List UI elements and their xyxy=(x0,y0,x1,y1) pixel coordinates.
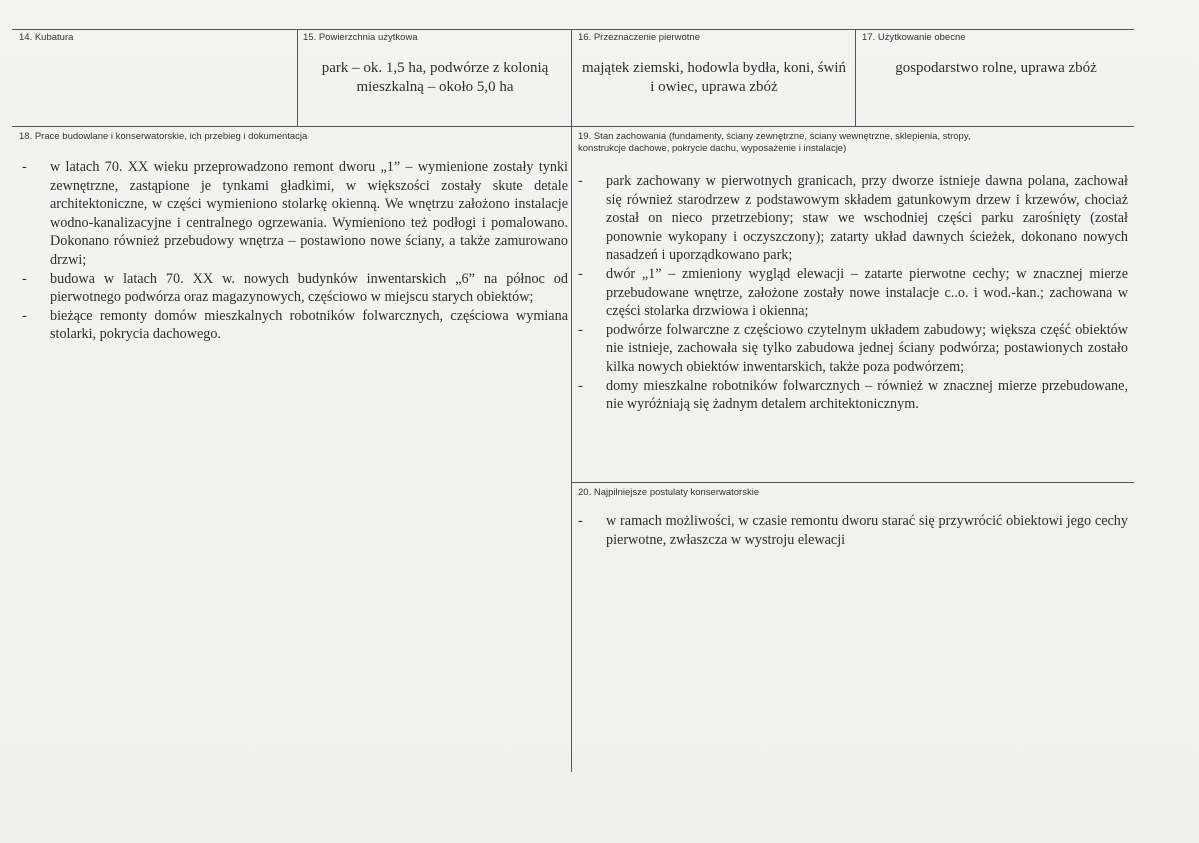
powierzchnia-value: park – ok. 1,5 ha, podwórze z kolonią mieszkalną – około 5,0 ha xyxy=(321,60,549,95)
list-item xyxy=(578,265,1128,321)
list-item-text: budowa w latach 70. XX w. nowych budynków inwentarskich „6” na północ od pierwotnego podwórza oraz magazynowych, częściowo w miejscu starych obiektów; xyxy=(50,270,568,306)
list-item-text: w latach 70. XX wieku przeprowadzono remont dworu „1” – wymienione zostały tynki zewnętrzne, zastąpione je tynkami gładkimi, w większości zostały skute detale architektoniczne, w części wymieniono stolarkę okienną. We wnętrzu założono instalacje wodno-kanalizacyjne i centralnego ogrzewania. Wymieniono też podłogi i pomalowano. Dokonano również przebudowy wnętrza – postawiono nowe ściany, a także zamurowano drzwi; xyxy=(50,159,568,268)
list-item xyxy=(22,270,568,307)
section-19-list xyxy=(578,172,1128,414)
powierzchnia-label: 15. Powierzchnia użytkowa xyxy=(303,32,418,43)
przeznaczenie-value: majątek ziemski, hodowla bydła, koni, świń i owiec, uprawa zbóż xyxy=(581,60,847,95)
center-divider xyxy=(571,126,572,772)
list-item xyxy=(22,307,568,344)
list-item xyxy=(578,321,1128,377)
header-divider-3 xyxy=(855,29,856,126)
list-item-text: dwór „1” – zmieniony wygląd elewacji – zatarte pierwotne cechy; w znacznej mierze przebudowane wnętrze, założone zostały nowe instalacje c..o. i wod.-kan.; zachowana w części stolarka drzwiowa i okienna; xyxy=(606,265,1128,320)
bullet-dash: - xyxy=(578,173,583,189)
section-19-label-line2: konstrukcje dachowe, pokrycie dachu, wyposażenie i instalacje) xyxy=(578,143,847,154)
bullet-dash: - xyxy=(578,377,583,394)
section-20-label: 20. Najpilniejsze postulaty konserwatorskie xyxy=(578,487,760,498)
kubatura-label: 14. Kubatura xyxy=(19,32,74,43)
bullet-dash: - xyxy=(22,159,27,175)
section-18-list xyxy=(22,158,568,344)
list-item xyxy=(22,158,568,270)
bullet-dash: - xyxy=(578,513,583,529)
uzytkowanie-value: gospodarstwo rolne, uprawa zbóż xyxy=(895,60,1097,76)
section-19-label-line1: 19. Stan zachowania (fundamenty, ściany zewnętrzne, ściany wewnętrzne, sklepienia, stropy, xyxy=(578,131,971,142)
list-item xyxy=(578,377,1128,414)
list-item xyxy=(578,512,1128,549)
bullet-dash: - xyxy=(578,265,583,282)
list-item-text: park zachowany w pierwotnych granicach, przy dworze istnieje dawna polana, zachował się również starodrzew z podstawowym składem gatunkowym drzew i krzewów, chociaż został on nieco przetrzebiony; staw we wschodniej części parku zarośnięty (został ponownie wykopany i oczyszczony); zatarty układ dawnych ścieżek, dokonano nowych nasadzeń i uporządkowano park; xyxy=(606,173,1128,264)
bullet-dash: - xyxy=(22,270,27,287)
list-item-text: podwórze folwarczne z częściowo czytelnym układem zabudowy; większa część obiektów nie istnieje, zachowała się tylko zabudowa jednej ściany podwórza; postawionych zostało kilka nowych obiektów inwentarskich, także poza podwórzem; xyxy=(606,321,1128,375)
bullet-dash: - xyxy=(578,321,583,338)
przeznaczenie-label: 16. Przeznaczenie pierwotne xyxy=(578,32,700,43)
header-top-rule xyxy=(12,29,1134,30)
uzytkowanie-label: 17. Użytkowanie obecne xyxy=(862,32,966,43)
bullet-dash: - xyxy=(22,307,27,324)
list-item-text: domy mieszkalne robotników folwarcznych – również w znacznej mierze przebudowane, nie wyróżniają się żadnym detalem architektonicznym. xyxy=(606,377,1128,413)
list-item xyxy=(578,172,1128,265)
header-divider-1 xyxy=(297,29,298,126)
section-20-top-rule xyxy=(571,482,1134,483)
section-18-label: 18. Prace budowlane i konserwatorskie, ich przebieg i dokumentacja xyxy=(19,131,308,142)
header-bottom-rule xyxy=(12,126,1134,127)
section-20-list xyxy=(578,512,1128,549)
list-item-text: w ramach możliwości, w czasie remontu dworu starać się przywrócić obiektowi jego cechy pierwotne, zwłaszcza w wystroju elewacji xyxy=(606,513,1128,548)
header-divider-2 xyxy=(571,29,572,126)
list-item-text: bieżące remonty domów mieszkalnych robotników folwarcznych, częściowa wymiana stolarki, pokrycia dachowego. xyxy=(50,307,568,343)
